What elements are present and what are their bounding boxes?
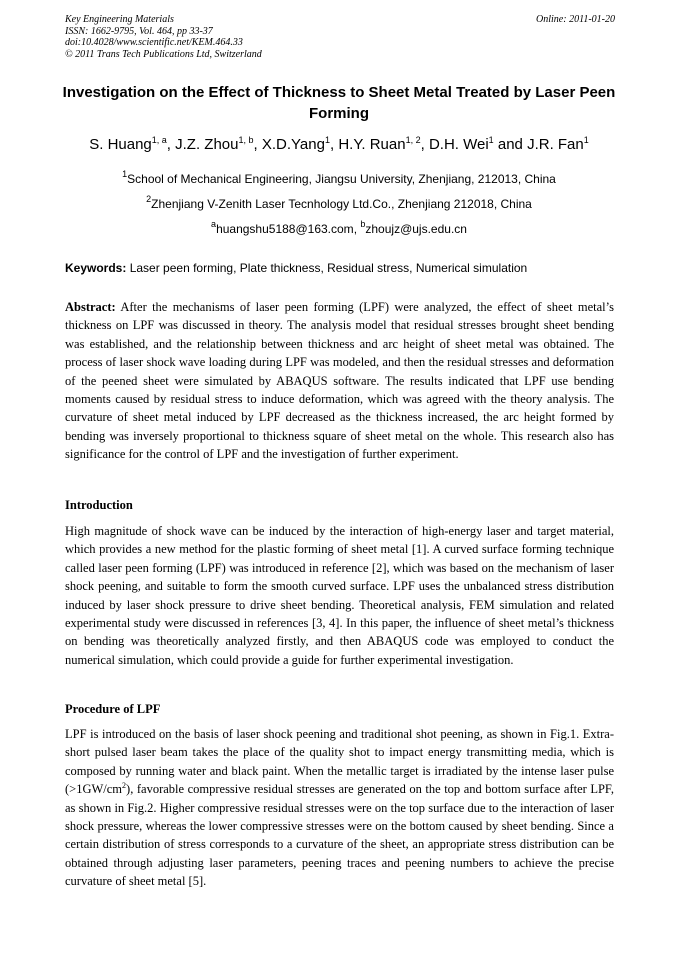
keywords-label: Keywords: — [65, 261, 127, 275]
affiliation-2 — [40, 194, 638, 212]
authors-conjunction: and — [497, 136, 523, 153]
abstract-label: Abstract: — [65, 300, 116, 314]
introduction-text: High magnitude of shock wave can be induced by the interaction of high-energy laser and target material, which provides a new method for the plastic forming of sheet metal [1]. A curved surface forming technique called laser peen forming (LPF) was introduced in reference [2], which was based on the mechanism of laser shock peening, and suitable to form the smooth curved surface. LPF uses the unbalanced stress distribution induced by laser shock pressure to drive sheet bending. Theoretical analysis, FEM simulation and related experimental study were discussed in references [3, 4]. In this paper, the influence of sheet metal’s thickness on bending was theoretically analyzed firstly, and then ABAQUS code was employed to conduct the numerical simulation, which could provide a guide for further experimental investigation. — [65, 524, 614, 667]
author-name: X.D.Yang — [261, 136, 325, 153]
email-line: $^a$huangshu5188@163.com, $^b$zhoujz@ujs.edu.cn — [211, 219, 467, 236]
procedure-text — [65, 725, 614, 891]
author-name: S. Huang — [89, 136, 152, 153]
affiliation-text: Zhenjiang V-Zenith Laser Tecnhology Ltd.Co., Zhenjiang 212018, China — [151, 197, 532, 211]
author-affiliation-mark: 1 — [488, 135, 494, 145]
author-affiliation-mark: 1, 2 — [405, 135, 421, 145]
author-name: D.H. Wei — [428, 136, 489, 153]
paper-title: Investigation on the Effect of Thickness to Sheet Metal Treated by Laser Peen Forming — [62, 84, 616, 122]
journal-header — [65, 14, 615, 60]
introduction-heading: Introduction — [65, 498, 133, 512]
author-list: S. Huang$^{1, a}$, J.Z. Zhou$^{1, b}$, X.D.Yang$^1$, H.Y. Ruan$^{1, 2}$, D.H. Wei$^1$ and J.R. Fan$^1$ — [89, 135, 589, 153]
author-name: H.Y. Ruan — [338, 136, 406, 153]
author-affiliation-mark: 1 — [583, 135, 589, 145]
email-address[interactable]: zhoujz@ujs.edu.cn — [365, 222, 467, 236]
doi-line[interactable]: doi:10.4028/www.scientific.net/KEM.464.33 — [65, 37, 243, 48]
procedure-heading: Procedure of LPF — [65, 702, 161, 716]
copyright-line: © 2011 Trans Tech Publications Ltd, Switzerland — [65, 48, 262, 60]
procedure-text-after: ), favorable compressive residual stresses are generated on the top and bottom surface after LPF, as shown in Fig.2. Higher compressive residual stresses were on the top surface due to the interaction of laser shock pressure, whereas the lower compressive stresses were on the bottom caused by sheet bending. Since a certain distribution of stress corresponds to a curvature of the sheet, an appropriate stress distribution can be obtained through adjusting laser parameters, peening traces and peening numbers to achieve the precise curvature of sheet metal [5]. — [65, 782, 614, 889]
email-mark: a — [211, 219, 217, 229]
issn-line: ISSN: 1662-9795, Vol. 464, pp 33-37 — [65, 25, 213, 37]
author-name: J.Z. Zhou — [175, 136, 239, 153]
email-mark: b — [360, 219, 366, 229]
abstract-text: After the mechanisms of laser peen forming (LPF) were analyzed, the effect of sheet metal’s thickness on LPF was discussed in theory. The analysis model that residual stresses brought sheet bending was established, and the relationship between thickness and arc height of sheet metal was obtained. The process of laser shock wave loading during LPF was modeled, and then the residual stresses and deformation of the peened sheet were simulated by ABAQUS software. The results indicated that LPF use bending moments caused by residual stress to induce deformation, which was agreed with the theory analysis. The curvature of sheet metal induced by LPF decreased as the thickness increased, the arc height formed by bending was inversely proportional to thickness square of sheet metal on the whole. This research also has significance for the control of LPF and the investigation of further experiment. — [65, 300, 614, 462]
affiliation-mark: 2 — [146, 194, 152, 204]
journal-name: Key Engineering Materials — [65, 14, 174, 25]
keywords-text: Laser peen forming, Plate thickness, Residual stress, Numerical simulation — [129, 261, 528, 275]
author-affiliation-mark: 1 — [324, 135, 330, 145]
affiliation-1 — [40, 169, 638, 187]
procedure-text-before: LPF is introduced on the basis of laser shock peening and traditional shot peening, as shown in Fig.1. Extra-short pulsed laser beam takes the place of the quality shot to impact energy transmitting media, which is composed by running water and black paint. When the metallic target is irradiated by the intense laser pulse (>1GW/cm — [65, 727, 614, 797]
affiliation-text: School of Mechanical Engineering, Jiangsu University, Zhenjiang, 212013, China — [127, 172, 556, 186]
author-affiliation-mark: 1, a — [151, 135, 167, 145]
affiliation-mark: 1 — [122, 169, 128, 179]
author-name: J.R. Fan — [527, 136, 584, 153]
keywords — [65, 261, 615, 276]
procedure-superscript: 2 — [122, 781, 127, 791]
email-address[interactable]: huangshu5188@163.com — [216, 222, 354, 236]
author-affiliation-mark: 1, b — [238, 135, 254, 145]
abstract — [65, 298, 614, 464]
online-date: Online: 2011-01-20 — [536, 14, 615, 25]
